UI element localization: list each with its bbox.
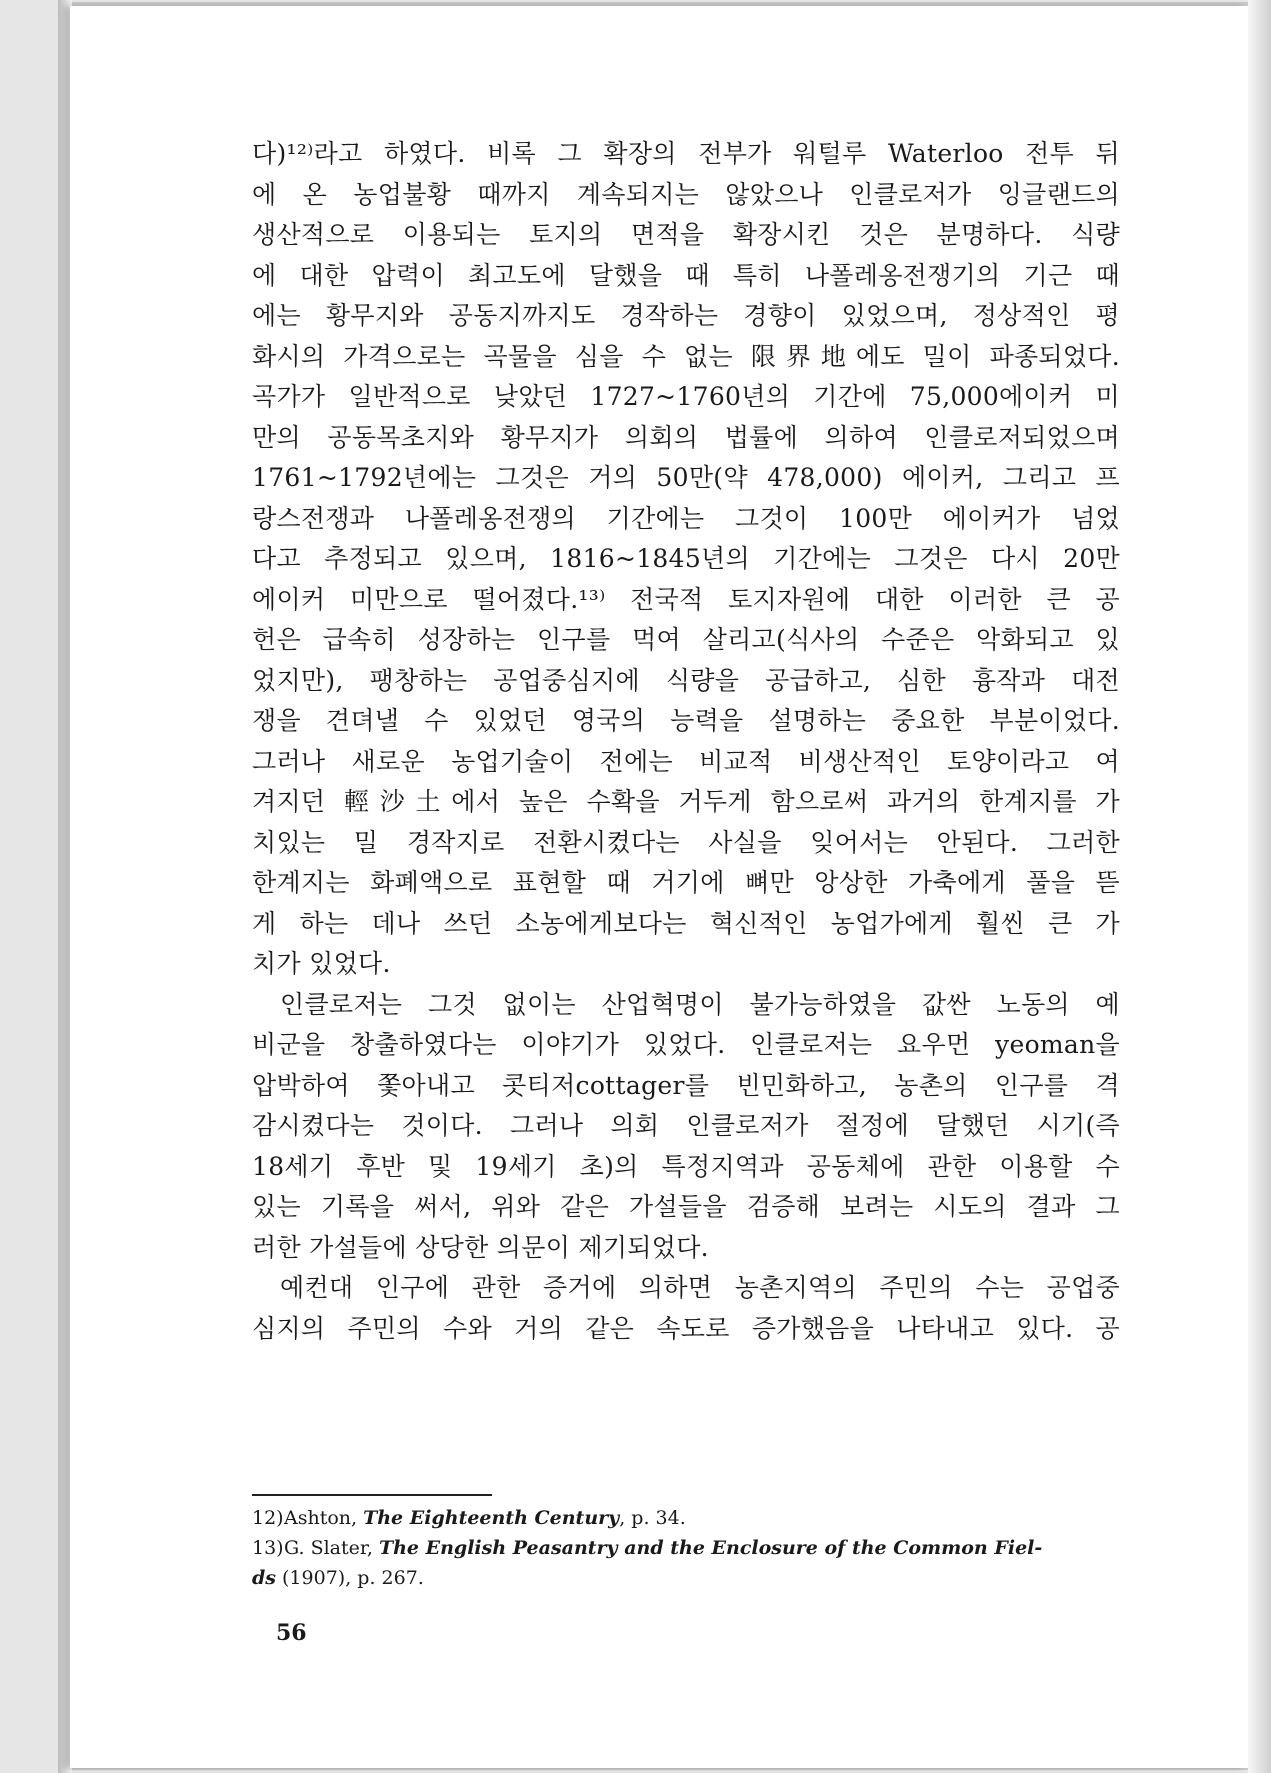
text-line: 1761~1792년에는 그것은 거의 50만(약 478,000) 에이커, 그리고 프 — [252, 463, 1120, 492]
text-line: 심지의 주민의 수와 거의 같은 속도로 증가했음을 나타내고 있다. 공 — [252, 1313, 1120, 1343]
text-line: 비군을 창출하였다는 이야기가 있었다. 인클로저는 요우먼 yeoman을 — [252, 1030, 1120, 1059]
text-line: 압박하여 쫓아내고 콧티저cottager를 빈민화하고, 농촌의 인구를 격 — [252, 1070, 1120, 1100]
footnote-13-continued — [252, 1563, 1120, 1593]
footnote-number: 12) — [252, 1507, 284, 1529]
text-line: 예컨대 인구에 관한 증거에 의하면 농촌지역의 주민의 수는 공업중 — [280, 1273, 1120, 1302]
text-line: 한계지는 화폐액으로 표현할 때 거기에 뼈만 앙상한 가축에게 풀을 뜯 — [252, 868, 1120, 897]
text-line: 랑스전쟁과 나폴레옹전쟁의 기간에는 그것이 100만 에이커가 넘었 — [252, 503, 1120, 533]
text-line: 그러나 새로운 농업기술이 전에는 비교적 비생산적인 토양이라고 여 — [252, 746, 1120, 776]
footnote-divider — [252, 1494, 492, 1496]
paragraph-2 — [252, 985, 1120, 1269]
footnote-author: G. Slater, — [284, 1537, 379, 1559]
text-line: 감시켰다는 것이다. 그러나 의회 인클로저가 절정에 달했던 시기(즉 — [252, 1111, 1120, 1140]
footnote-title-continued: ds — [252, 1567, 276, 1589]
text-line: 에 대한 압력이 최고도에 달했을 때 특히 나폴레옹전쟁기의 기근 때 — [252, 260, 1120, 290]
footnote-author: Ashton, — [284, 1507, 364, 1529]
footnote-title: The English Peasantry and the Enclosure of the Common Fiel- — [378, 1537, 1043, 1559]
text-line: 게 하는 데나 쓰던 소농에게보다는 혁신적인 농업가에게 훨씬 큰 가 — [252, 908, 1120, 938]
paragraph-1 — [252, 134, 1120, 985]
footnotes — [252, 1503, 1120, 1593]
page-number: 56 — [276, 1620, 307, 1646]
paragraph-3 — [252, 1268, 1120, 1349]
footnote-13 — [252, 1533, 1120, 1563]
text-line: 겨지던 輕沙土에서 높은 수확을 거두게 함으로써 과거의 한계지를 가 — [252, 787, 1120, 816]
text-line: 러한 가설들에 상당한 의문이 제기되었다. — [252, 1232, 709, 1262]
text-line: 다)¹²⁾라고 하였다. 비록 그 확장의 전부가 워털루 Waterloo 전투 뒤 — [252, 139, 1120, 168]
text-line: 었지만), 팽창하는 공업중심지에 식량을 공급하고, 심한 흉작과 대전 — [252, 665, 1120, 695]
text-line: 만의 공동목초지와 황무지가 의회의 법률에 의하여 인클로저되었으며 — [252, 422, 1120, 452]
footnote-page: , p. 34. — [619, 1507, 686, 1529]
footnote-12 — [252, 1503, 1120, 1533]
text-line: 곡가가 일반적으로 낮았던 1727~1760년의 기간에 75,000에이커 미 — [252, 382, 1120, 411]
text-line: 있는 기록을 써서, 위와 같은 가설들을 검증해 보려는 시도의 결과 그 — [252, 1192, 1120, 1221]
text-line: 다고 추정되고 있으며, 1816~1845년의 기간에는 그것은 다시 20만 — [252, 544, 1120, 573]
text-line: 치있는 밀 경작지로 전환시켰다는 사실을 잊어서는 안된다. 그러한 — [252, 827, 1120, 857]
footnote-title: The Eighteenth Century — [363, 1507, 620, 1529]
text-line: 에이커 미만으로 떨어졌다.¹³⁾ 전국적 토지자원에 대한 이러한 큰 공 — [252, 584, 1120, 614]
text-line: 인클로저는 그것 없이는 산업혁명이 불가능하였을 값싼 노동의 예 — [280, 989, 1120, 1019]
text-line: 쟁을 견뎌낼 수 있었던 영국의 능력을 설명하는 중요한 부분이었다. — [252, 706, 1120, 735]
footnote-number: 13) — [252, 1537, 284, 1559]
text-line: 화시의 가격으로는 곡물을 심을 수 없는 限界地에도 밀이 파종되었다. — [252, 341, 1120, 371]
page-right-edge — [1248, 0, 1271, 1773]
text-line: 18세기 후반 및 19세기 초)의 특정지역과 공동체에 관한 이용할 수 — [252, 1151, 1120, 1181]
body-text — [252, 134, 1120, 1349]
footnote-page: (1907), p. 267. — [275, 1567, 424, 1589]
text-line: 에는 황무지와 공동지까지도 경작하는 경향이 있었으며, 정상적인 평 — [252, 301, 1120, 330]
text-line: 치가 있었다. — [252, 949, 391, 978]
text-line: 생산적으로 이용되는 토지의 면적을 확장시킨 것은 분명하다. 식량 — [252, 220, 1120, 249]
text-line: 헌은 급속히 성장하는 인구를 먹여 살리고(식사의 수준은 악화되고 있 — [252, 625, 1120, 654]
text-line: 에 온 농업불황 때까지 계속되지는 않았으나 인클로저가 잉글랜드의 — [252, 179, 1120, 209]
